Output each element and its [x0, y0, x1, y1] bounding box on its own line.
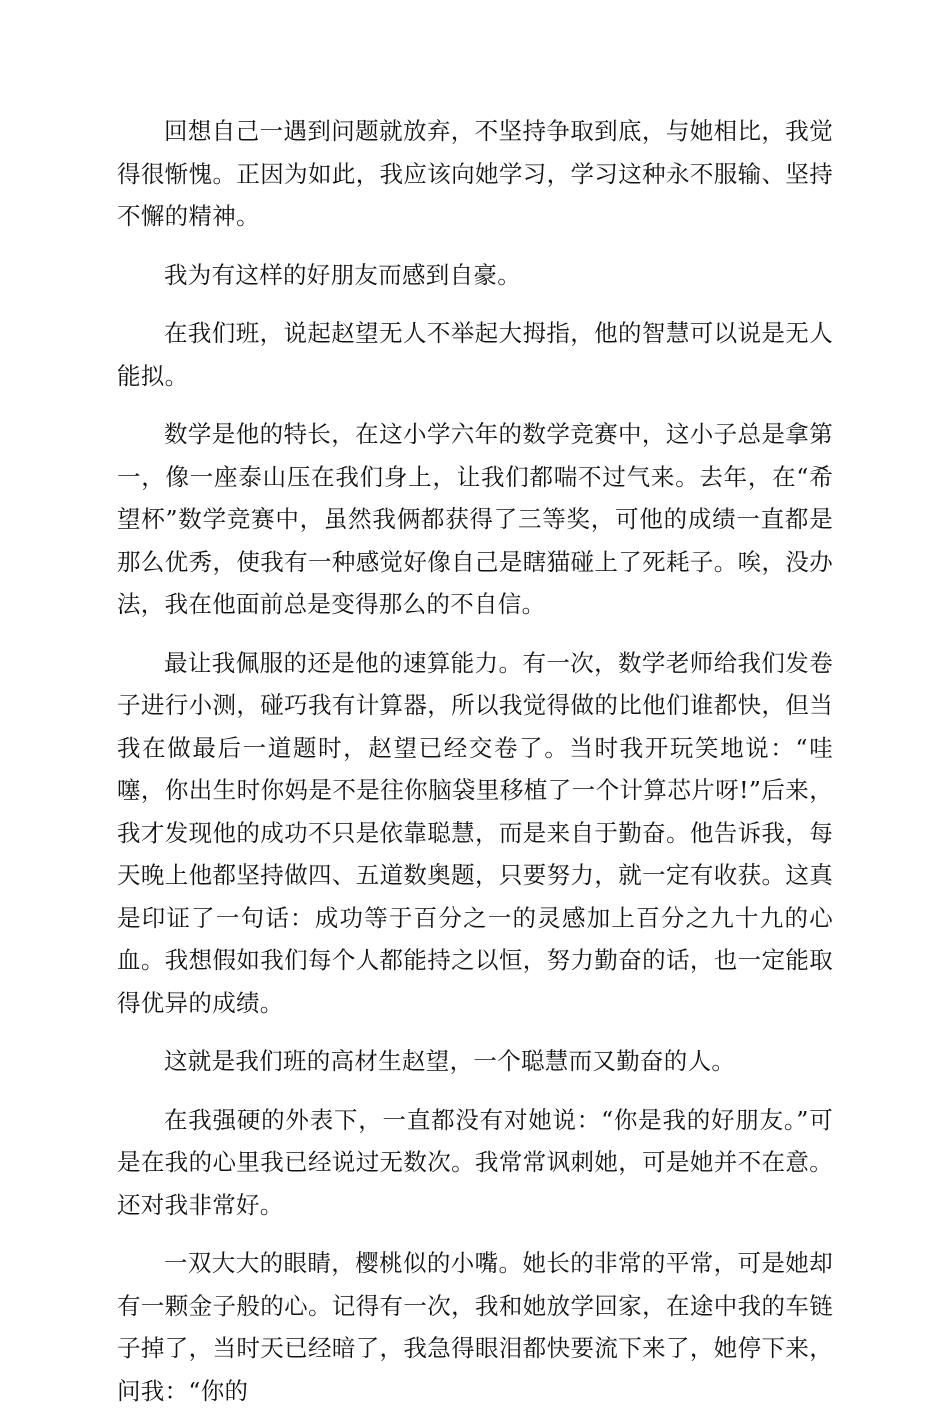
paragraph-6: 这就是我们班的高材生赵望，一个聪慧而又勤奋的人。	[164, 1047, 736, 1075]
paragraph-2: 我为有这样的好朋友而感到自豪。	[164, 260, 521, 289]
paragraph-5: 最让我佩服的还是他的速算能力。有一次，数学老师给我们发卷子进行小测，碰巧我有计算器，所以我觉得做的比他们谁都快，但当我在做最后一道题时，赵望已经交卷了。当时我开玩笑地说：“哇噻，你出生时你妈是不是往你脑袋里移植了一个计算芯片呀!”后来，我才发现他的成功不只是依靠聪慧，而是来自于勤奋。他告诉我，每天晚上他都坚持做四、五道数奥题，只要努力，就一定有收获。这真是印证了一句话：成功等于百分之一的灵感加上百分之九十九的心血。我想假如我们每个人都能持之以恒，努力勤奋的话，也一定能取得优异的成绩。	[117, 648, 833, 1017]
paragraph-8: 一双大大的眼睛，樱桃似的小嘴。她长的非常的平常，可是她却有一颗金子般的心。记得有一次，我和她放学回家，在途中我的车链子掉了，当时天已经暗了，我急得眼泪都快要流下来了，她停下来，问我：“你的	[117, 1249, 833, 1405]
paragraph-7: 在我强硬的外表下，一直都没有对她说：“你是我的好朋友。”可是在我的心里我已经说过无数次。我常常讽刺她，可是她并不在意。还对我非常好。	[117, 1105, 833, 1219]
document-page	[117, 110, 833, 1428]
paragraph-4: 数学是他的特长，在这小学六年的数学竞赛中，这小子总是拿第一，像一座泰山压在我们身上，让我们都喘不过气来。去年，在“希望杯”数学竞赛中，虽然我俩都获得了三等奖，可他的成绩一直都是那么优秀，使我有一种感觉好像自己是瞎猫碰上了死耗子。唉，没办法，我在他面前总是变得那么的不自信。	[117, 420, 833, 618]
paragraph-3: 在我们班，说起赵望无人不举起大拇指，他的智慧可以说是无人能拟。	[117, 319, 833, 390]
paragraph-1: 回想自己一遇到问题就放弃，不坚持争取到底，与她相比，我觉得很惭愧。正因为如此，我应该向她学习，学习这种永不服输、坚持不懈的精神。	[117, 117, 833, 230]
